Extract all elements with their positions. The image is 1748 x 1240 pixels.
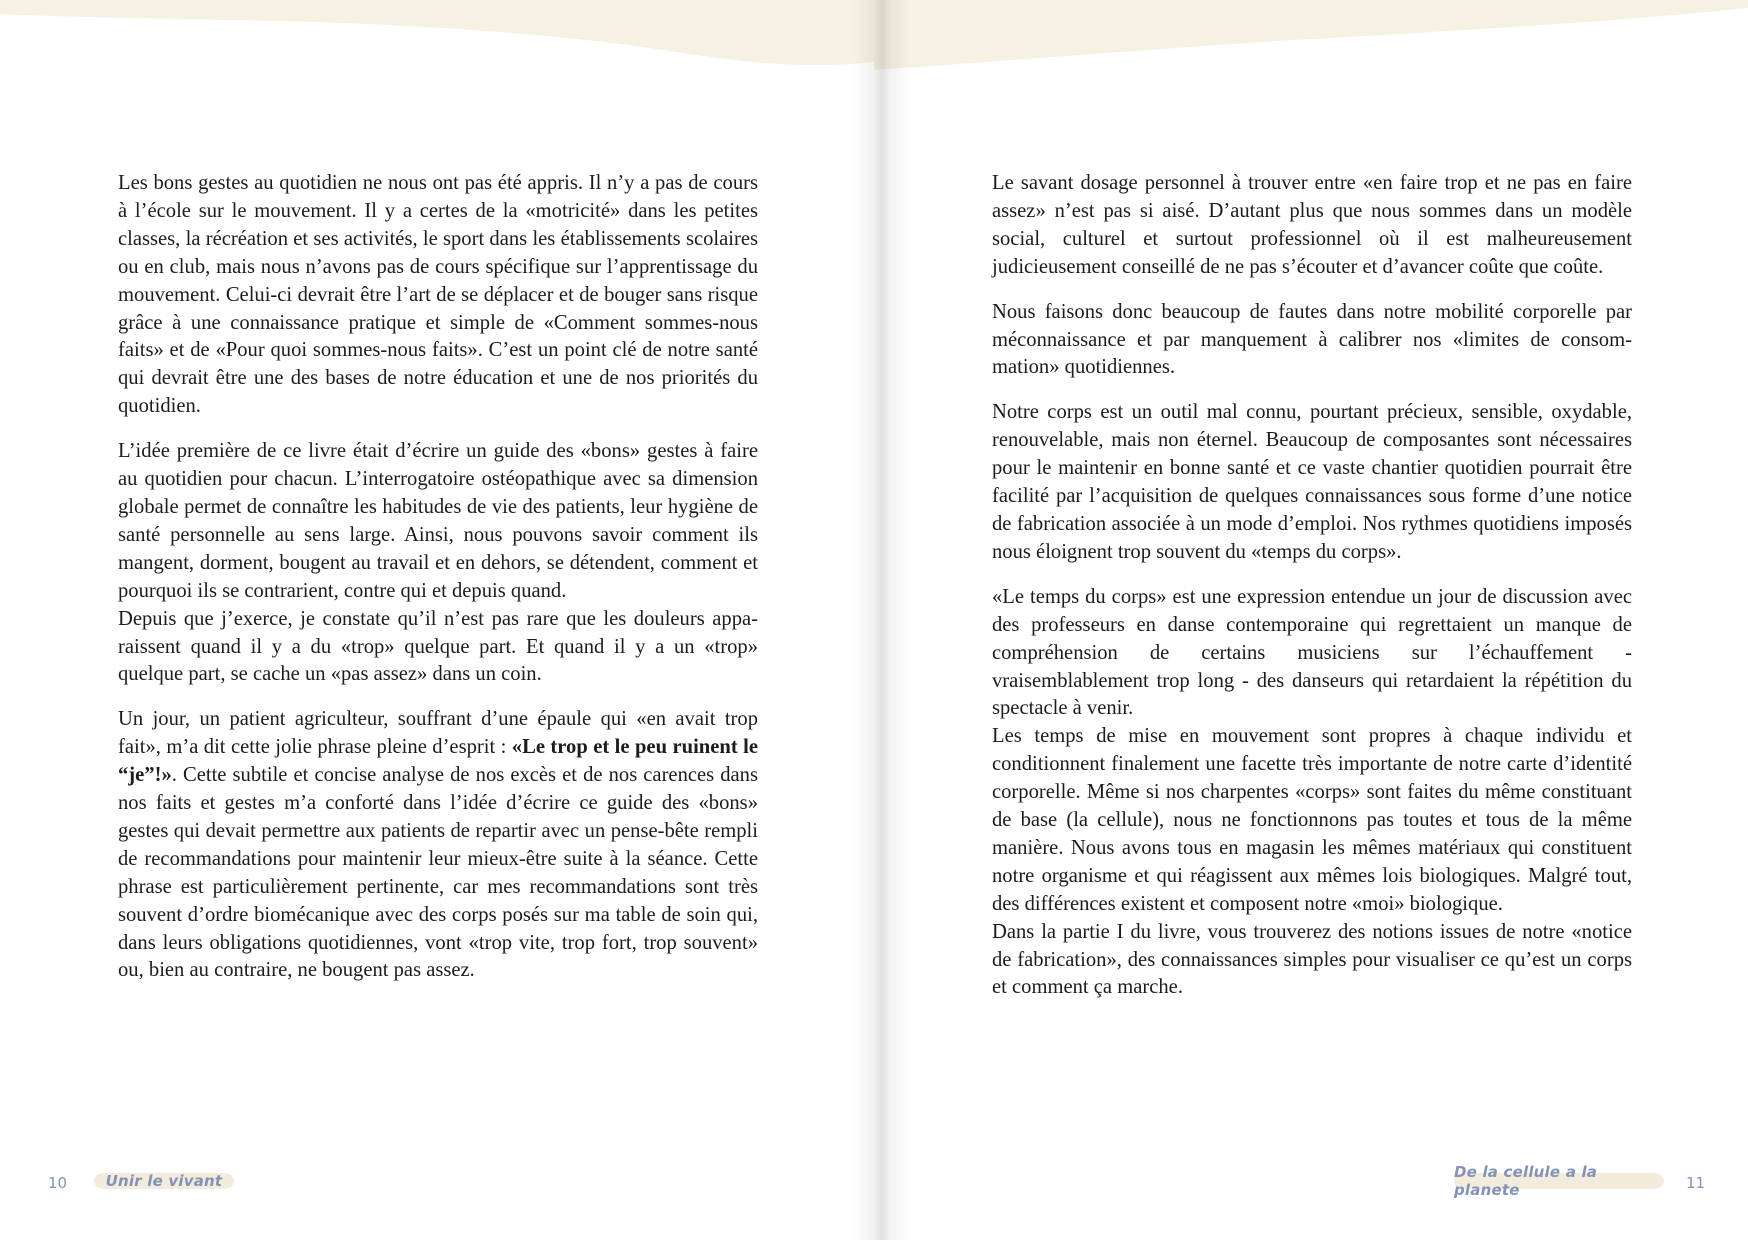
page-number-right: 11 <box>1686 1174 1706 1192</box>
text-run: Dans la partie I du livre, vous trouverez des notions issues de notre «notice de fabrication», des connaissances simples pour visualiser ce qu’est un corps et comment ça marche. <box>992 920 1632 999</box>
text-run: Un jour, un patient agriculteur, souffrant d’une épaule qui «en avait trop fait», m’a dit cette jolie phrase pleine d’esprit : <box>118 708 758 759</box>
left-body-text <box>118 170 758 1002</box>
text-run: Les temps de mise en mouvement sont propres à chaque individu et conditionnent finalement une facette très importante de notre carte d’identité corporelle. Même si nos charpentes «corps» sont faites du même constituant de base (la cellule), nous ne fonctionnons pas toutes et tous de la même manière. Nous avons tous en magasin les mêmes matériaux qui constituent notre organisme et qui réagissent aux mêmes lois biologiques. Malgré tout, des différences existent et composent notre «moi» biologique. <box>992 725 1632 915</box>
right-page <box>874 0 1748 1240</box>
text-run: . Cette subtile et concise analyse de nos excès et de nos carences dans nos faits et gestes m’a conforté dans l’idée d’écrire ce guide des «bons» gestes qui devait permettre aux patients de repartir avec un pense-bête rempli de recommandations pour maintenir leur mieux-être suite à la séance. Cette phrase est particulièrement pertinente, car mes recommandations sont très souvent d’ordre biomécanique avec des corps posés sur ma table de soin qui, dans leurs obligations quotidiennes, vont «trop vite, trop fort, trop souvent» ou, bien au contraire, ne bougent pas assez. <box>118 764 758 982</box>
paragraph <box>992 584 1632 724</box>
running-title-left <box>94 1166 234 1196</box>
text-run: Les bons gestes au quotidien ne nous ont pas été appris. Il n’y a pas de cours à l’école sur le mouvement. Il y a certes de la «motricité» dans les petites classes, la récréation et ses activités, le sport dans les établissements scolaires ou en club, mais nous n’avons pas de cours spécifique sur l’apprentissage du mouvement. Celui-ci devrait être l’art de se déplacer et de bouger sans risque grâce à une connaissance pratique et simple de «Comment sommes-nous faits» et de «Pour quoi sommes-nous faits». C’est un point clé de notre santé qui devrait être une des bases de notre éducation et une de nos priorités du quotidien. <box>118 172 758 418</box>
bold-quote: «Le trop et le peu ruinent le “je”!» <box>118 736 758 787</box>
paragraph <box>118 170 758 421</box>
paragraph <box>992 919 1632 1003</box>
paragraph <box>118 438 758 605</box>
paragraph <box>118 606 758 690</box>
text-run: Nous faisons donc beaucoup de fautes dans notre mobilité corporelle par méconnaissance et par manquement à calibrer nos «limites de consommation» quotidiennes. <box>992 300 1632 379</box>
text-run: Depuis que j’exerce, je constate qu’il n’est pas rare que les douleurs apparaissent quand il y a du «trop» quelque part. Et quand il y a un «trop» quelque part, se cache un «pas assez» dans un coin. <box>118 607 758 686</box>
running-title-label: Unir le vivant <box>105 1172 223 1190</box>
paragraph <box>992 170 1632 282</box>
running-title-right <box>1454 1163 1664 1199</box>
top-wave-shape <box>0 0 874 65</box>
text-run: Notre corps est un outil mal connu, pourtant précieux, sensible, oxydable, renouvelable, mais non éternel. Beaucoup de composantes sont nécessaires pour le maintenir en bonne santé et ce vaste chantier quotidien pourrait être facilité par l’acquisition de quelques connaissances sous forme d’une notice de fabrication associée à un mode d’emploi. Nos rythmes quotidiens imposés nous éloignent trop souvent du «temps du corps». <box>992 401 1632 563</box>
running-title-label: De la cellule a la planete <box>1454 1163 1598 1199</box>
top-wave-shape <box>874 0 1748 70</box>
paragraph <box>992 299 1632 383</box>
text-run: Le savant dosage personnel à trouver entre «en faire trop et ne pas en faire assez» n’est pas si aisé. D’autant plus que nous sommes dans un modèle social, culturel et surtout professionnel où il est malheureusement judicieusement conseillé de ne pas s’écouter et d’avancer coûte que coûte. <box>992 172 1632 278</box>
page-number-left: 10 <box>48 1174 68 1192</box>
text-run: L’idée première de ce livre était d’écrire un guide des «bons» gestes à faire au quotidien pour chacun. L’interrogatoire ostéopathique avec sa dimension globale permet de connaître les habitudes de vie des patients, leur hygiène de santé personnelle au sens large. Ainsi, nous pouvons savoir comment ils mangent, dorment, bougent au travail et en dehors, se détendent, comment et pourquoi ils se contrarient, contre qui et depuis quand. <box>118 440 758 602</box>
paragraph <box>992 723 1632 918</box>
top-decoration <box>874 0 1748 80</box>
right-body-text <box>992 170 1632 1019</box>
top-decoration <box>0 0 874 80</box>
paragraph <box>118 706 758 985</box>
paragraph <box>992 399 1632 566</box>
text-run: «Le temps du corps» est une expression entendue un jour de discussion avec des professeurs en danse contemporaine qui regrettaient un manque de compréhension de certains musiciens sur l’échauffement - vraisemblablement trop long - des danseurs qui retardaient la répétition du spectacle à venir. <box>992 585 1632 720</box>
